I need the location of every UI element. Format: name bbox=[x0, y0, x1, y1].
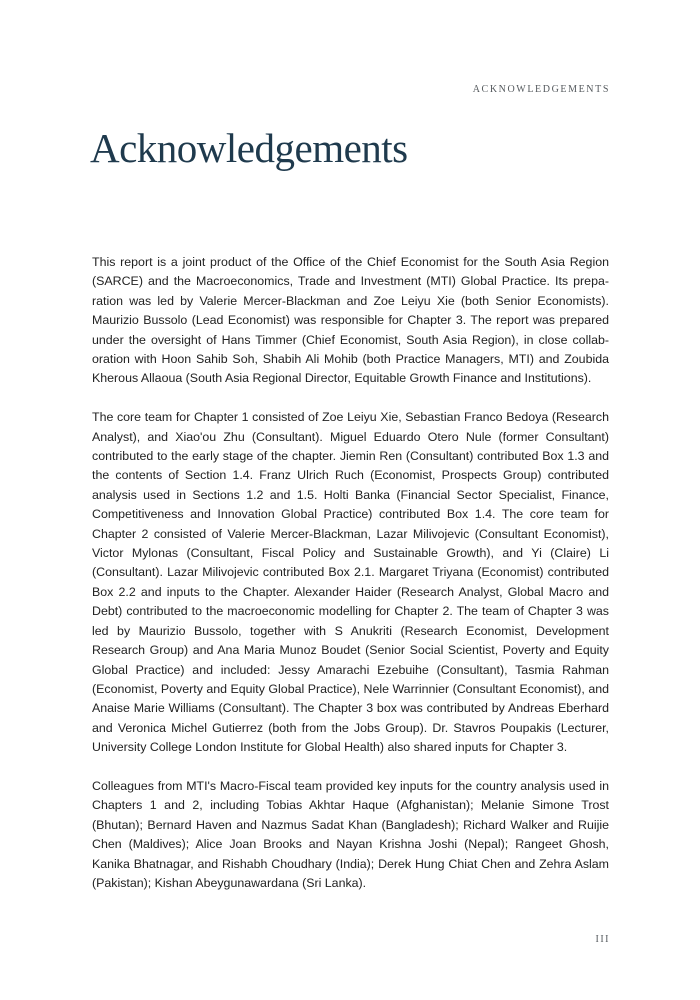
running-header: ACKNOWLEDGEMENTS bbox=[472, 84, 610, 95]
paragraph-2: The core team for Chapter 1 consisted of Zoe Leiyu Xie, Sebastian Franco Bedoya (Research Analyst), and Xiao'ou Zhu (Consultant). Miguel Eduardo Otero Nule (former Consultant) contributed to the early stage of the chapter. Jiemin Ren (Consultant) contributed Box 1.3 and the contents of Section 1.4. Franz Ulrich Ruch (Economist, Prospects Group) contributed analysis used in Sections 1.2 and 1.5. Holti Banka (Financial Sector Specialist, Finance, Competitiveness and Innovation Global Practice) contributed Box 1.4. The core team for Chapter 2 consisted of Valerie Mercer-Blackman, Lazar Milivojevic (Consultant Economist), Victor Mylonas (Consultant, Fiscal Policy and Sustainable Growth), and Yi (Claire) Li (Consultant). Lazar Milivojevic contributed Box 2.1. Margaret Triyana (Economist) contributed Box 2.2 and inputs to the Chapter. Alexander Haider (Research Analyst, Global Macro and Debt) contributed to the macroeconomic modelling for Chapter 2. The team of Chapter 3 was led by Maurizio Bussolo, together with S Anukriti (Research Economist, Development Research Group) and Ana Maria Munoz Boudet (Senior Social Scientist, Poverty and Equity Global Practice) and included: Jessy Amarachi Ezebuihe (Consultant), Tasmia Rahman (Economist, Poverty and Equity Global Practice), Nele Warrinnier (Consultant Economist), and Anaise Marie Williams (Consultant). The Chapter 3 box was contributed by Andreas Eberhard and Veronica Michel Gutierrez (both from the Jobs Group). Dr. Stavros Poupakis (Lecturer, University College London Institute for Global Health) also shared inputs for Chapter 3. bbox=[92, 410, 609, 755]
page-title: Acknowledgements bbox=[90, 125, 408, 171]
page-number: III bbox=[595, 934, 610, 945]
body-text bbox=[92, 253, 609, 893]
paragraph-3: Colleagues from MTI's Macro-Fiscal team provided key inputs for the country analysis used in Chapters 1 and 2, including Tobias Akhtar Haque (Afghanistan); Melanie Simone Trost (Bhutan); Bernard Haven and Nazmus Sadat Khan (Bangladesh); Richard Walker and Ruijie Chen (Maldives); Alice Joan Brooks and Nayan Krishna Joshi (Nepal); Rangeet Ghosh, Kanika Bhatnagar, and Rishabh Choudhary (India); Derek Hung Chiat Chen and Zehra Aslam (Pakistan); Kishan Abeygunawardana (Sri Lanka). bbox=[92, 778, 609, 890]
paragraph-1: This report is a joint product of the Office of the Chief Economist for the South Asia Region (SARCE) and the Macroeconomics, Trade and Investment (MTI) Global Practice. Its preparation was led by Valerie Mercer-Blackman and Zoe Leiyu Xie (both Senior Economists). Maurizio Bussolo (Lead Economist) was responsible for Chapter 3. The report was prepared under the oversight of Hans Timmer (Chief Economist, South Asia Region), in close collaboration with Hoon Sahib Soh, Shabih Ali Mohib (both Practice Managers, MTI) and Zoubida Kherous Allaoua (South Asia Regional Director, Equitable Growth Finance and Institutions). bbox=[92, 255, 609, 386]
